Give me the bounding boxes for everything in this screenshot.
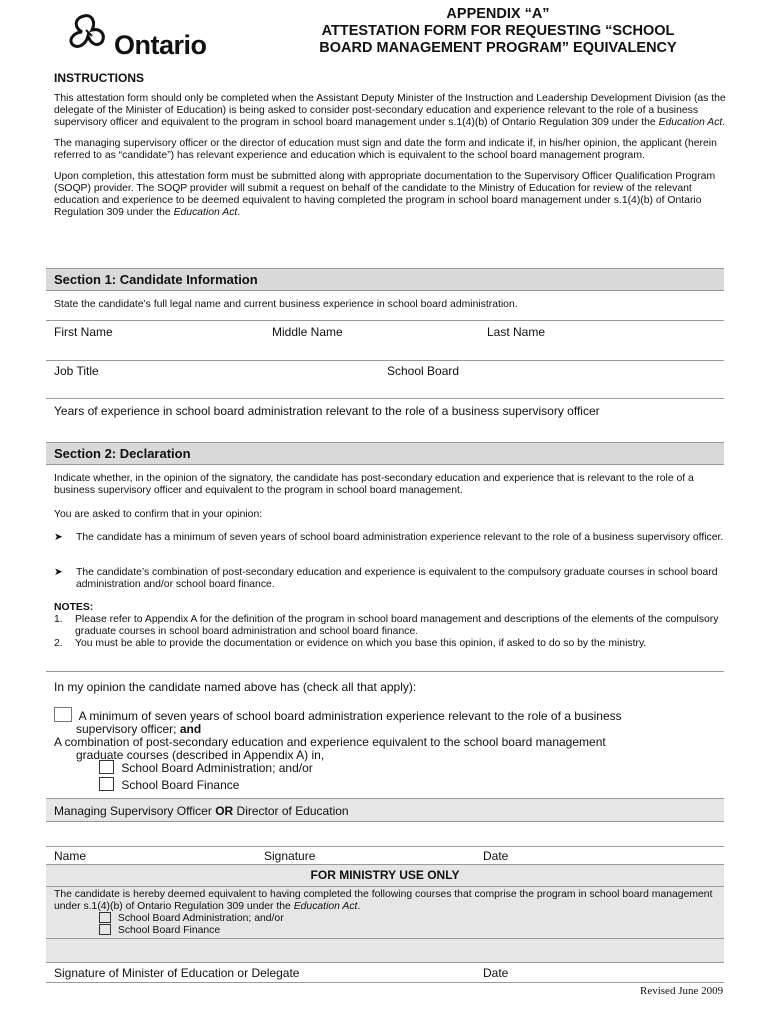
arrow-bullet-icon: ➤ bbox=[54, 567, 63, 578]
ministry-sub-administration: School Board Administration; and/or bbox=[99, 912, 284, 925]
instructions-para-2: The managing supervisory officer or the director of education must sign and date the form and indicate if, in his/her opinion, the applicant (herein referred to as “candidate”) has relevant experience and education which is equivalent to the school board management program. bbox=[54, 138, 717, 161]
experience-checkbox[interactable] bbox=[54, 707, 72, 722]
notes-block bbox=[54, 602, 724, 650]
school-board-field[interactable]: School Board bbox=[387, 364, 460, 378]
administration-checkbox[interactable] bbox=[99, 760, 114, 774]
signatory-signature-field[interactable]: Signature bbox=[264, 849, 316, 863]
ontario-logo bbox=[62, 12, 222, 60]
signatory-date-field[interactable]: Date bbox=[483, 849, 509, 863]
title-line-2: ATTESTATION FORM FOR REQUESTING “SCHOOL bbox=[321, 23, 675, 39]
note-item: 1. Please refer to Appendix A for the definition of the program in school board management and descriptions of the elements of the compulsory graduate courses in school board administration and school board finance. bbox=[54, 614, 719, 637]
divider bbox=[46, 360, 724, 361]
divider bbox=[46, 398, 724, 399]
ministry-use-title: FOR MINISTRY USE ONLY bbox=[310, 868, 460, 882]
signatory-name-field[interactable]: Name bbox=[54, 849, 87, 863]
instructions-block bbox=[54, 72, 726, 228]
job-title-field[interactable]: Job Title bbox=[54, 364, 99, 378]
trillium-icon bbox=[62, 12, 118, 56]
section-2-header: Section 2: Declaration bbox=[46, 442, 724, 465]
divider bbox=[46, 320, 724, 321]
title-line-1: APPENDIX “A” bbox=[446, 6, 550, 22]
revision-date: Revised June 2009 bbox=[640, 985, 724, 997]
sub-option-administration: School Board Administration; and/or bbox=[99, 760, 313, 775]
middle-name-field[interactable]: Middle Name bbox=[272, 325, 343, 339]
divider bbox=[46, 671, 724, 672]
confirm-text: You are asked to confirm that in your opinion: bbox=[54, 509, 263, 520]
option-combination: A combination of post-secondary education and experience equivalent to the school board management bbox=[54, 735, 606, 749]
arrow-bullet-icon: ➤ bbox=[54, 532, 63, 543]
notes-heading: NOTES: bbox=[54, 602, 94, 613]
ministry-statement: The candidate is hereby deemed equivalent to having completed the following courses that comprise the program in school board management under s.1(4)(b) of Ontario Regulation 309 under the Education Act. bbox=[54, 889, 713, 912]
instructions-para-1: This attestation form should only be completed when the Assistant Deputy Minister of the Instruction and Leadership Development Division (as the delegate of the Minister of Education) is being asked to consider post-secondary education and experience relevant to the role of a business supervisory officer and equivalent to the program in school board management under s.1(4)(b) of Ontario Regulation 309 under the Education Act. bbox=[54, 93, 726, 128]
section-1-header: Section 1: Candidate Information bbox=[46, 268, 724, 291]
bullet-item: ➤ The candidate has a minimum of seven years of school board administration experience relevant to the role of a business supervisory officer. bbox=[54, 532, 724, 543]
years-experience-field[interactable]: Years of experience in school board administration relevant to the role of a business supervisory officer bbox=[54, 404, 600, 418]
signatory-band bbox=[46, 798, 724, 822]
bullet-item: ➤ The candidate’s combination of post-secondary education and experience is equivalent to the compulsory graduate courses in school board administration and/or school board finance. bbox=[54, 567, 718, 590]
signatory-label: Managing Supervisory Officer OR Director of Education bbox=[54, 804, 349, 818]
section-2-intro: Indicate whether, in the opinion of the signatory, the candidate has post-secondary education and experience that is relevant to the role of a business supervisory officer and equivalent to the program in school board management. bbox=[54, 473, 694, 496]
option-2-continuation: graduate courses (described in Appendix A) in, bbox=[76, 748, 325, 762]
ministry-use-header bbox=[46, 864, 724, 887]
divider bbox=[46, 938, 724, 939]
minister-signature-field[interactable]: Signature of Minister of Education or Delegate bbox=[54, 966, 300, 980]
ministry-finance-checkbox[interactable] bbox=[99, 924, 111, 935]
option-1-continuation: supervisory officer; and bbox=[76, 722, 202, 736]
last-name-field[interactable]: Last Name bbox=[487, 325, 546, 339]
logo-wordmark: Ontario bbox=[114, 30, 207, 60]
option-minimum-experience: A minimum of seven years of school board administration experience relevant to the role of a business bbox=[54, 707, 724, 723]
divider bbox=[46, 846, 724, 847]
minister-date-field[interactable]: Date bbox=[483, 966, 509, 980]
finance-checkbox[interactable] bbox=[99, 777, 114, 791]
instructions-para-3: Upon completion, this attestation form must be submitted along with appropriate documentation to the Supervisory Officer Qualification Program (SOQP) provider. The SOQP provider will submit a request on behalf of the candidate to the Ministry of Education for review of the relevant education and experience to be deemed equivalent to having completed the program in school board management under s.1(4)(b) of Ontario Regulation 309 under the Education Act. bbox=[54, 171, 716, 218]
form-title bbox=[268, 6, 728, 57]
sub-option-finance: School Board Finance bbox=[99, 777, 239, 792]
ministry-sub-finance: School Board Finance bbox=[99, 924, 220, 937]
ministry-administration-checkbox[interactable] bbox=[99, 912, 111, 923]
first-name-field[interactable]: First Name bbox=[54, 325, 113, 339]
opinion-prompt: In my opinion the candidate named above has (check all that apply): bbox=[54, 680, 417, 694]
title-line-3: BOARD MANAGEMENT PROGRAM” EQUIVALENCY bbox=[319, 40, 677, 56]
section-1-subtitle: State the candidate’s full legal name and current business experience in school board administration. bbox=[54, 299, 518, 310]
note-item: 2. You must be able to provide the documentation or evidence on which you base this opinion, if asked to do so by the ministry. bbox=[54, 638, 647, 649]
instructions-heading: INSTRUCTIONS bbox=[54, 71, 144, 85]
divider bbox=[46, 982, 724, 983]
